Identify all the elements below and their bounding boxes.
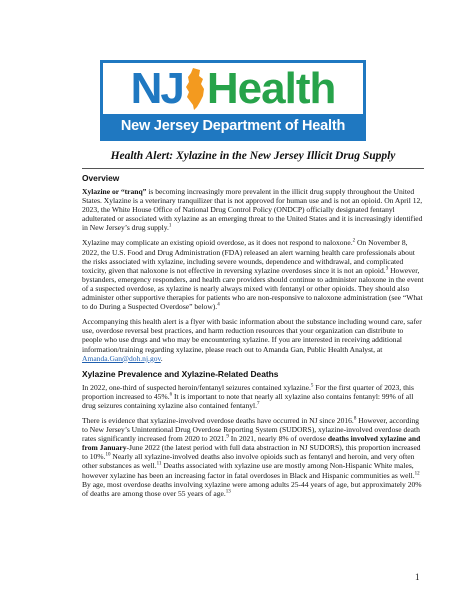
document-body bbox=[82, 150, 424, 504]
overview-p2-c: However, bystanders, emergency responders, and health care providers should continue to administer naloxone in the event of a suspected overdose, as xylazine is nearly always mixed with fentanyl or other opioids. They should also administer other supportive therapies for patients who are non-responsive to naloxone administration (see “What to do During a Suspected Overdose” below). bbox=[82, 265, 424, 312]
prevalence-p1-c: It is important to note that nearly all xylazine also contains fentanyl: 99% of all drug seizures containing xylazine also contained fentanyl. bbox=[82, 391, 414, 410]
footnote-ref: 13 bbox=[225, 489, 231, 495]
footnote-ref: 10 bbox=[105, 452, 111, 458]
prevalence-p1-a: In 2022, one-third of suspected heroin/fentanyl seizures contained xylazine. bbox=[82, 382, 311, 392]
logo-wordmark bbox=[103, 63, 363, 115]
prevalence-paragraph-1 bbox=[82, 383, 424, 410]
new-jersey-state-icon bbox=[184, 67, 206, 111]
prevalence-p2-f: Deaths associated with xylazine use are mostly among Non-Hispanic White males, however xylazine has been an increasing factor in fatal overdoses in Black and Hispanic communities as well. bbox=[82, 461, 415, 480]
prevalence-p2-e: Nearly all xylazine-involved deaths also involve opioids such as fentanyl and heroin, and very often other substances as well. bbox=[82, 452, 415, 471]
overview-p3-end: . bbox=[160, 353, 163, 363]
alert-title: Health Alert: Xylazine in the New Jersey Illicit Drug Supply bbox=[110, 150, 396, 162]
prevalence-paragraph-2 bbox=[82, 416, 424, 498]
prevalence-p2-d: -June 2022 (the latest period with full data abstraction in NJ SUDORS), this proportion increased to 10%. bbox=[82, 443, 421, 462]
xylazine-term: Xylazine or “tranq” bbox=[82, 187, 147, 196]
logo-nj-text: NJ bbox=[130, 64, 183, 113]
overview-p1-text: is becoming increasingly more prevalent in the illicit drug supply throughout the United States. Xylazine is a veterinary tranquilizer that is not approved for human use and is not an opioid. On April 12, 2023, the White House Office of National Drug Control Policy (ONDCP) officially designated fentanyl adulterated or associated with xylazine as an emerging threat to the United States and it is increasingly identified in New Jersey’s drug supply. bbox=[82, 187, 423, 233]
footnote-ref: 4 bbox=[217, 302, 220, 308]
footnote-ref: 2 bbox=[352, 238, 356, 244]
footnote-ref: 11 bbox=[156, 461, 162, 467]
prevalence-p2-b: However, according to New Jersey’s Unintentional Drug Overdose Reporting System (SUDORS), xylazine-involved overdose death rates significantly increased from 2020 to 2021. bbox=[82, 415, 420, 444]
title-divider bbox=[82, 168, 424, 169]
overview-p3-text: Accompanying this health alert is a flyer with basic information about the substance including wound care, safer use, overdose reversal best practices, and harm reduction resources that your organization can distribute to people who use drugs and who may be encountering xylazine. If you are interested in receiving additional information/training regarding xylazine, please reach out to Amanda Gan, Public Health Analyst, at bbox=[82, 317, 422, 354]
overview-paragraph-3 bbox=[82, 317, 424, 362]
overview-p2-a: Xylazine may complicate an existing opioid overdose, as it does not respond to naloxone. bbox=[82, 238, 353, 248]
email-link[interactable]: Amanda.Gan@doh.nj.gov bbox=[82, 353, 161, 363]
prevalence-p2-a: There is evidence that xylazine-involved overdose deaths have occurred in NJ since 2016. bbox=[82, 415, 354, 425]
logo-department-bar: New Jersey Department of Health bbox=[103, 114, 363, 138]
prevalence-p2-bold: deaths involved xylazine and from January bbox=[82, 434, 421, 453]
footnote-ref: 1 bbox=[168, 223, 172, 229]
overview-heading: Overview bbox=[82, 173, 120, 183]
prevalence-heading: Xylazine Prevalence and Xylazine-Related Deaths bbox=[82, 368, 279, 379]
prevalence-p2-g: By age, most overdose deaths involving xylazine were among adults 25-44 years of age, but approximately 20% of deaths are among those over 55 years of age. bbox=[82, 479, 422, 498]
prevalence-p2-c: In 2021, nearly 8% of overdose bbox=[228, 434, 328, 444]
logo-health-text: Health bbox=[206, 64, 336, 113]
overview-paragraph-2 bbox=[82, 238, 424, 311]
footnote-ref: 3 bbox=[385, 266, 389, 272]
footnote-ref: 12 bbox=[414, 471, 420, 477]
footnote-ref: 8 bbox=[353, 416, 357, 422]
footnote-ref: 9 bbox=[226, 434, 229, 440]
page-number: 1 bbox=[415, 572, 420, 582]
overview-p2-b: On November 8, 2022, the U.S. Food and Drug Administration (FDA) released an alert warning health care professionals about the risks associated with xylazine, including severe wounds, dependence and withdrawal, and complicated toxicity, given that naloxone is not effective in reversing xylazine overdoses since it is not an opioid. bbox=[82, 238, 415, 275]
footnote-ref: 6 bbox=[169, 392, 173, 398]
footnote-ref: 7 bbox=[257, 401, 260, 407]
footnote-ref: 5 bbox=[310, 383, 314, 389]
nj-health-logo bbox=[100, 60, 366, 141]
prevalence-p1-b: For the first quarter of 2023, this proportion increased to 45%. bbox=[82, 382, 414, 401]
overview-paragraph-1 bbox=[82, 187, 424, 232]
